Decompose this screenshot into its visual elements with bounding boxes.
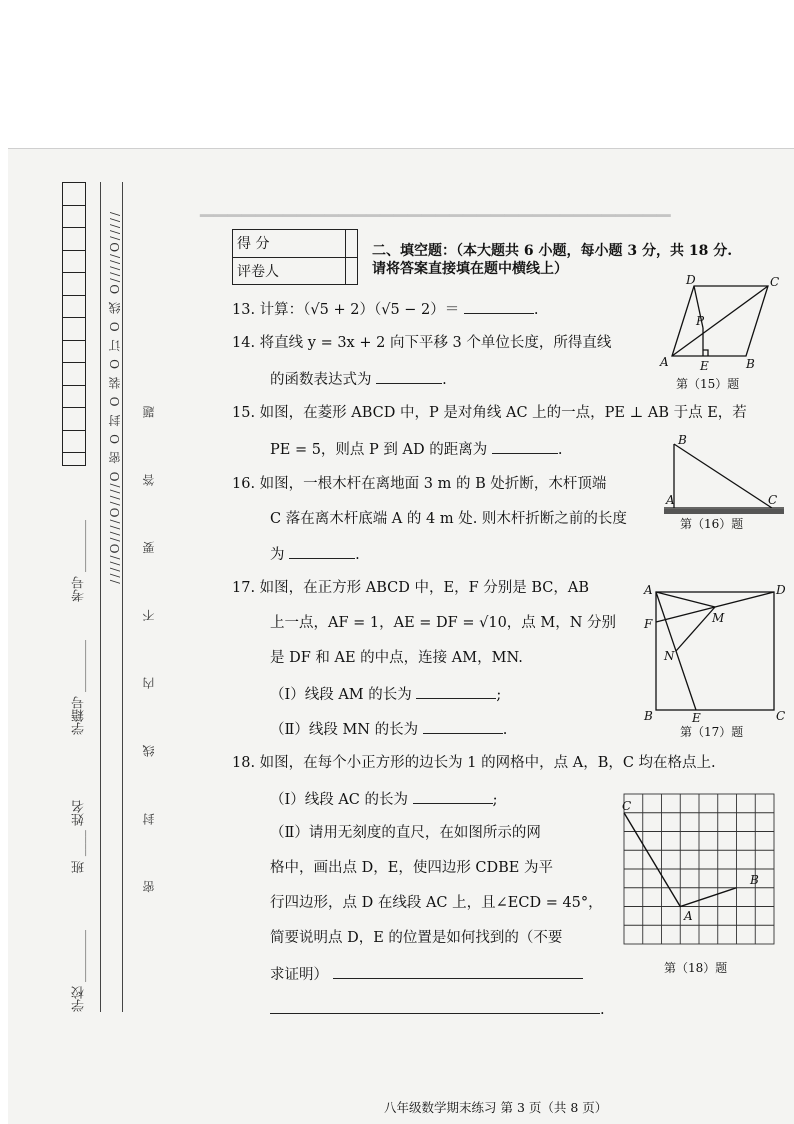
- question-14-line2: 的函数表达式为 .: [270, 369, 447, 389]
- inner-note: 密 封 线 内 不 要 答 题: [142, 380, 156, 893]
- name-text: 姓名: [72, 800, 87, 826]
- fig15-label-A: A: [660, 355, 669, 369]
- score-box: [232, 229, 358, 285]
- question-16-line2: C 落在离木杆底端 A 的 4 m 处. 则木杆折断之前的长度: [270, 511, 627, 527]
- question-18-part2-line2: 格中，画出点 D，E，使四边形 CDBE 为平: [270, 860, 553, 876]
- question-15-line2: PE = 5，则点 P 到 AD 的距离为 .: [270, 439, 562, 459]
- question-18-part2-line5: [270, 964, 583, 984]
- question-16-text: 为: [270, 547, 285, 563]
- section-title-line2: 请将答案直接填在题中横线上）: [372, 261, 568, 277]
- question-16-line1: 16. 如图，一根木杆在离地面 3 m 的 B 处折断，木杆顶端: [232, 476, 607, 492]
- fig15-label-P: P: [696, 314, 705, 328]
- question-17-line3: 是 DF 和 AE 的中点，连接 AM，MN.: [270, 650, 523, 666]
- school-label: 学校 ________: [72, 930, 87, 1013]
- score-cell[interactable]: [345, 230, 357, 258]
- fig16-label-B: B: [678, 433, 687, 447]
- page-footer: 八年级数学期末练习 第 3 页（共 8 页）: [384, 1100, 608, 1115]
- answer-blank-18-2b[interactable]: [270, 999, 600, 1014]
- fig17-label-F: F: [644, 617, 653, 631]
- grader-label: 评卷人: [233, 257, 346, 285]
- question-18-part2-line1: （Ⅱ）请用无刻度的直尺，在如图所示的网: [270, 825, 541, 841]
- fig15-label-D: D: [686, 273, 696, 287]
- question-15-text: PE = 5，则点 P 到 AD 的距离为: [270, 442, 488, 458]
- answer-blank-17-1[interactable]: [416, 684, 496, 699]
- question-14-line1: 14. 将直线 y = 3x + 2 向下平移 3 个单位长度，所得直线: [232, 335, 612, 351]
- figure-15: [650, 272, 784, 394]
- question-18-line1: 18. 如图，在每个小正方形的边长为 1 的网格中，点 A，B，C 均在格点上.: [232, 755, 716, 771]
- question-17-part2-text: （Ⅱ）线段 MN 的长为: [270, 722, 419, 738]
- fig16-label-A: A: [666, 493, 675, 507]
- figure-18: [614, 788, 784, 978]
- question-17-line2: 上一点，AF = 1，AE = DF = √10，点 M，N 分别: [270, 615, 617, 631]
- answer-blank-16[interactable]: [289, 544, 355, 559]
- question-18-part2-text: 求证明）: [270, 967, 328, 983]
- question-18-part2-line3: 行四边形，点 D 在线段 AC 上，且∠ECD = 45°，: [270, 895, 603, 911]
- fig17-label-M: M: [712, 611, 725, 625]
- question-17-part1-text: （Ⅰ）线段 AM 的长为: [270, 687, 412, 703]
- fig17-label-C: C: [776, 709, 786, 723]
- fig15-label-C: C: [770, 275, 780, 289]
- student-no-text: 学籍号: [72, 696, 87, 736]
- question-18-part1: （Ⅰ）线段 AC 的长为 ;: [270, 789, 498, 809]
- answer-blank-13[interactable]: [464, 299, 534, 314]
- question-17-part1: （Ⅰ）线段 AM 的长为 ;: [270, 684, 501, 704]
- question-18-part2-line4: 简要说明点 D，E 的位置是如何找到的（不要: [270, 930, 563, 946]
- fig18-label-C: C: [622, 799, 632, 813]
- answer-blank-18-1[interactable]: [413, 789, 493, 804]
- question-18-part1-text: （Ⅰ）线段 AC 的长为: [270, 792, 409, 808]
- fig18-label-B: B: [750, 873, 759, 887]
- fig17-label-B: B: [644, 709, 653, 723]
- question-14-text: 的函数表达式为: [270, 372, 372, 388]
- name-label: 班 ____ 姓名: [72, 800, 87, 874]
- fig15-label-E: E: [700, 359, 709, 373]
- school-text: 学校: [72, 986, 87, 1013]
- binding-line-left: [100, 182, 101, 1012]
- seal-marks: /////O////O////O 密 O 封 O 装 O 订 O 线 O/////O/////: [108, 210, 122, 584]
- ground-hatch: [664, 509, 784, 514]
- fig18-label-A: A: [684, 909, 693, 923]
- question-17-line1: 17. 如图，在正方形 ABCD 中，E，F 分别是 BC，AB: [232, 580, 590, 596]
- figure-17: [640, 580, 786, 740]
- fig16-caption: 第（16）题: [680, 517, 744, 531]
- fig17-label-A: A: [644, 583, 653, 597]
- exam-no-label: 考号 ________: [72, 520, 87, 603]
- student-no-label: 学籍号 ________: [72, 640, 87, 736]
- question-15-line1: 15. 如图，在菱形 ABCD 中，P 是对角线 AC 上的一点，PE ⊥ AB 于点 E，若: [232, 405, 747, 421]
- answer-blank-14[interactable]: [376, 369, 442, 384]
- section-title-line1: 二、填空题：（本大题共 6 小题，每小题 3 分，共 18 分.: [372, 243, 733, 259]
- answer-blank-17-2[interactable]: [423, 719, 503, 734]
- answer-blank-18-2a[interactable]: [333, 964, 583, 979]
- exam-no-text: 考号: [72, 576, 87, 603]
- fig16-label-C: C: [768, 493, 778, 507]
- fig17-caption: 第（17）题: [680, 725, 744, 739]
- fig17-label-N: N: [664, 649, 675, 663]
- question-13: 13. 计算：（√5 + 2）（√5 − 2）＝ .: [232, 299, 539, 319]
- question-13-text: 13. 计算：（√5 + 2）（√5 − 2）＝: [232, 302, 460, 318]
- grader-cell[interactable]: [345, 257, 357, 285]
- exam-number-grid: [62, 182, 86, 466]
- fig17-label-E: E: [692, 711, 701, 725]
- score-label: 得 分: [233, 230, 346, 258]
- fig18-caption: 第（18）题: [664, 961, 728, 975]
- fig17-label-D: D: [776, 583, 786, 597]
- class-text: 班: [72, 860, 87, 874]
- question-17-part2: （Ⅱ）线段 MN 的长为 .: [270, 719, 507, 739]
- question-16-line3: 为 .: [270, 544, 360, 564]
- fig15-label-B: B: [746, 357, 755, 371]
- answer-blank-15[interactable]: [492, 439, 558, 454]
- fig15-caption: 第（15）题: [676, 377, 740, 391]
- figure-16: [660, 432, 786, 532]
- question-18-part2-line6: .: [270, 999, 605, 1019]
- bleed-through-text: ▔▔▔▔▔▔▔▔▔▔▔▔▔▔▔▔▔▔▔▔▔▔▔▔▔▔▔▔▔▔▔▔▔▔: [200, 215, 671, 236]
